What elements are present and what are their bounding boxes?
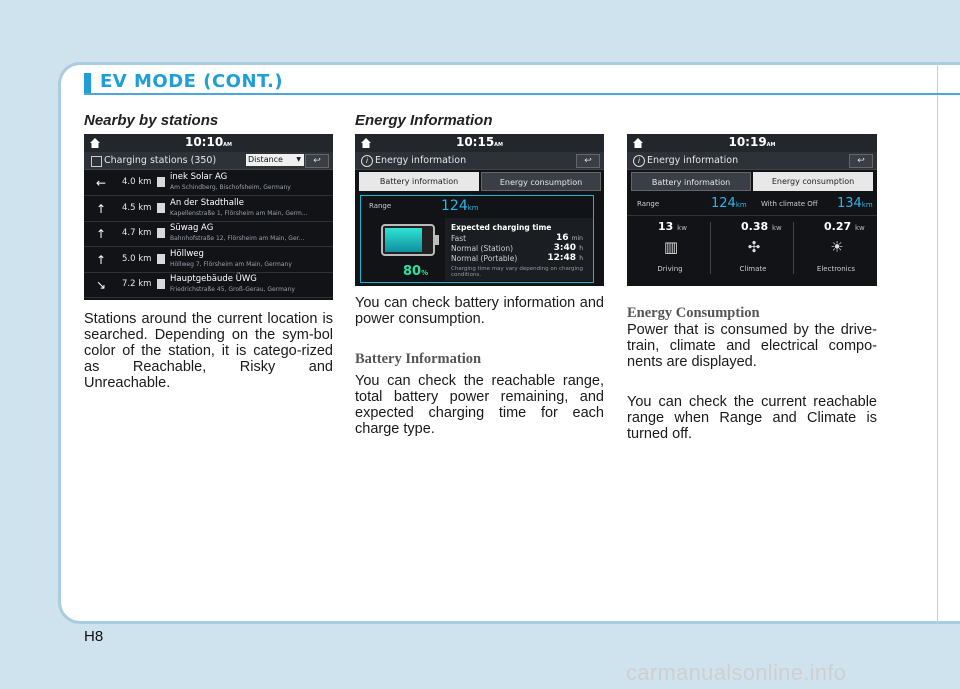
- section-title-marker: [84, 73, 91, 94]
- stations-header-bar: [84, 152, 333, 170]
- direction-arrow-icon: ↑: [95, 201, 107, 216]
- station-distance: 4.7 km: [122, 228, 152, 238]
- energy-header-bar: [627, 152, 877, 170]
- range-value: 124km: [441, 198, 479, 214]
- station-status-icon: [157, 177, 165, 187]
- section-title: EV MODE (CONT.): [100, 71, 284, 92]
- page-number: H8: [84, 628, 104, 645]
- range-row: [627, 193, 877, 216]
- consumption-paragraph: Power that is consumed by the drive-train, climate and electrical compo-nents are displayed.: [627, 322, 877, 370]
- stations-paragraph: Stations around the current location is searched. Depending on the sym-bol color of the station, it is catego-rized as Reachable, Risky and Unreachable.: [84, 311, 333, 391]
- charging-type-label: Fast: [451, 234, 467, 243]
- station-distance: 7.2 km: [122, 279, 152, 289]
- motor-icon: ▥: [663, 238, 679, 256]
- station-row[interactable]: [84, 196, 333, 222]
- charging-type-label: Normal (Station): [451, 244, 514, 253]
- watermark: carmanualsonline.info: [626, 660, 847, 685]
- station-status-icon: [157, 228, 165, 238]
- station-status-icon: [157, 203, 165, 213]
- expected-charging-title: Expected charging time: [451, 223, 552, 232]
- tab-battery-information[interactable]: Battery information: [359, 172, 479, 191]
- charging-time-value: 3:40 h: [553, 243, 583, 253]
- direction-arrow-icon: ←: [95, 176, 107, 190]
- battery-info-screen: [355, 134, 604, 286]
- energy-info-heading: Energy Information: [355, 112, 493, 129]
- clock: 10:19AM: [728, 135, 776, 149]
- energy-consumption-screen: [627, 134, 877, 286]
- status-bar: [355, 134, 604, 152]
- charging-time-value: 16 min: [556, 233, 583, 243]
- station-name: Höllweg: [170, 248, 204, 259]
- clock: 10:15AM: [455, 135, 504, 149]
- direction-arrow-icon: ↑: [95, 227, 107, 241]
- station-address: Kapellenstraße 1, Flörsheim am Main, Germ...: [170, 209, 308, 217]
- station-row[interactable]: [84, 170, 333, 196]
- station-name: Süwag AG: [170, 223, 214, 233]
- sort-dropdown[interactable]: Distance ▼: [246, 154, 304, 166]
- tab-energy-consumption[interactable]: Energy consumption: [753, 172, 873, 191]
- stations-title: Charging stations (350): [104, 155, 217, 166]
- nearby-stations-heading: Nearby by stations: [84, 112, 219, 129]
- energy-title: Energy information: [647, 155, 739, 166]
- energy-consumption-subheading: Energy Consumption: [627, 305, 760, 321]
- station-name: Hauptgebäude ÜWG: [170, 274, 257, 284]
- clock: 10:10AM: [184, 135, 233, 149]
- station-address: Höllweg 7, Flörsheim am Main, Germany: [170, 260, 292, 268]
- station-status-icon: [157, 254, 165, 264]
- tab-battery-information[interactable]: Battery information: [631, 172, 751, 191]
- station-distance: 5.0 km: [122, 253, 152, 264]
- consumption-electronics: [796, 218, 876, 278]
- station-address: Am Schindberg, Bischofsheim, Germany: [170, 184, 291, 191]
- tab-bar: [627, 170, 877, 193]
- climate-off-value: 134km: [837, 196, 873, 211]
- consumption-value: 0.38 kw: [741, 220, 782, 233]
- info-icon: i: [633, 155, 645, 167]
- reachable-range-paragraph: You can check the current reachable range when Range and Climate is turned off.: [627, 394, 877, 442]
- battery-paragraph: You can check the reachable range, total battery power remaining, and expected charging time for each charge type.: [355, 373, 604, 437]
- tab-bar: [355, 170, 604, 193]
- back-button[interactable]: ↩: [305, 154, 329, 168]
- charging-note: Charging time may vary depending on charging conditions.: [451, 266, 584, 278]
- back-button[interactable]: ↩: [849, 154, 873, 168]
- range-value: 124km: [711, 196, 747, 211]
- station-row[interactable]: [84, 272, 333, 298]
- direction-arrow-icon: ↑: [95, 252, 107, 267]
- climate-off-label: With climate Off: [761, 200, 818, 208]
- battery-level-fill: [385, 228, 422, 252]
- station-address: Friedrichstraße 45, Groß-Gerau, Germany: [170, 286, 295, 293]
- consumption-value: 0.27 kw: [824, 220, 865, 233]
- info-icon: i: [361, 155, 373, 167]
- section-title-rule: [84, 93, 960, 95]
- station-distance: 4.5 km: [122, 202, 152, 213]
- direction-arrow-icon: ↘: [95, 278, 107, 292]
- station-row[interactable]: [84, 221, 333, 247]
- consumption-label: Electronics: [816, 265, 856, 273]
- charging-type-label: Normal (Portable): [451, 254, 518, 263]
- range-label: Range: [369, 202, 392, 210]
- divider: [710, 222, 711, 274]
- back-button[interactable]: ↩: [576, 154, 600, 168]
- battery-panel: [360, 195, 594, 283]
- charging-time-value: 12:48 h: [547, 253, 583, 263]
- margin-rule: [937, 62, 938, 624]
- station-row[interactable]: [84, 247, 333, 273]
- station-address: Bahnhofstraße 12, Flörsheim am Main, Ger...: [170, 235, 305, 242]
- energy-paragraph: You can check battery information and power consumption.: [355, 295, 604, 327]
- consumption-label: Driving: [657, 265, 683, 273]
- charging-stations-screen: [84, 134, 333, 300]
- station-name: An der Stadthalle: [170, 197, 244, 208]
- expected-charging-box: [445, 218, 593, 281]
- dropdown-arrow-icon: ▼: [296, 156, 301, 163]
- station-status-icon: [157, 279, 165, 289]
- energy-header-bar: [355, 152, 604, 170]
- tab-energy-consumption[interactable]: Energy consumption: [481, 172, 601, 191]
- fan-icon: ✣: [747, 238, 761, 256]
- station-distance: 4.0 km: [122, 177, 152, 187]
- battery-information-subheading: Battery Information: [355, 351, 482, 367]
- light-icon: ☀: [830, 238, 844, 256]
- status-bar: [84, 134, 333, 152]
- consumption-value: 13 kw: [658, 220, 687, 233]
- range-label: Range: [637, 200, 660, 208]
- energy-title: Energy information: [375, 155, 467, 166]
- consumption-climate: [713, 218, 793, 278]
- battery-icon: [381, 224, 435, 256]
- list-icon: [91, 156, 102, 167]
- station-name: inek Solar AG: [170, 172, 228, 182]
- consumption-driving: [630, 218, 710, 278]
- divider: [793, 222, 794, 274]
- battery-percent: 80%: [403, 264, 429, 279]
- status-bar: [627, 134, 877, 152]
- consumption-label: Climate: [739, 265, 767, 273]
